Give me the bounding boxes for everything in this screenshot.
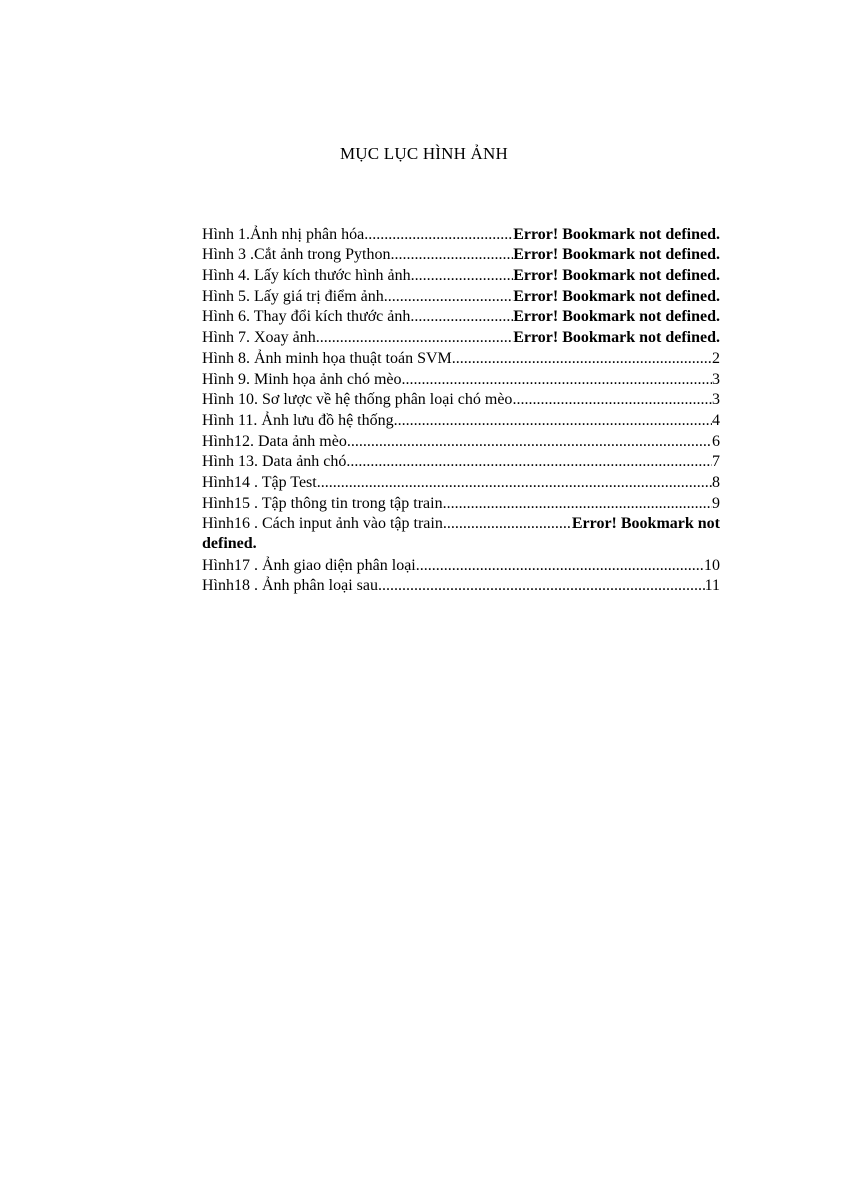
toc-title: MỤC LỤC HÌNH ẢNH <box>339 144 508 163</box>
toc-entry-page: 4 <box>712 411 720 429</box>
toc-entry-label: Hình 13. Data ảnh chó <box>202 453 347 471</box>
dot-leader <box>416 556 704 576</box>
dot-leader <box>402 370 712 390</box>
toc-entry[interactable] <box>202 286 720 307</box>
toc-entry-page: Error! Bookmark not defined. <box>513 267 720 285</box>
toc-entry-label: Hình 9. Minh họa ảnh chó mèo <box>202 370 402 388</box>
dot-leader <box>452 349 712 369</box>
dot-leader <box>394 411 712 431</box>
toc-entry[interactable] <box>202 410 720 431</box>
toc-entry-page: 3 <box>712 391 720 409</box>
toc-entry[interactable] <box>202 555 720 576</box>
toc-entry[interactable] <box>202 472 720 493</box>
toc-entry[interactable] <box>202 452 720 473</box>
dot-leader <box>316 328 513 348</box>
dot-leader <box>364 225 513 245</box>
toc-entry[interactable] <box>202 576 720 597</box>
toc-entry-page: Error! Bookmark not <box>571 515 720 533</box>
toc-entry-page: 8 <box>712 473 720 491</box>
dot-leader <box>411 266 514 286</box>
toc-entry-page: Error! Bookmark not defined. <box>513 246 720 264</box>
dot-leader <box>512 390 712 410</box>
toc-entry[interactable] <box>202 514 720 555</box>
toc-entry-label: Hình 7. Xoay ảnh <box>202 329 316 347</box>
toc-entry-page-continued: defined. <box>202 535 257 553</box>
toc-entry-page: 6 <box>712 432 720 450</box>
toc-entry-label: Hình 8. Ảnh minh họa thuật toán SVM <box>202 349 452 367</box>
toc-entry[interactable] <box>202 431 720 452</box>
dot-leader <box>390 245 513 265</box>
toc-entry-page: Error! Bookmark not defined. <box>513 308 720 326</box>
dot-leader <box>443 494 712 514</box>
toc-entry-label: Hình12. Data ảnh mèo <box>202 432 347 450</box>
toc-entry-page: Error! Bookmark not defined. <box>513 287 720 305</box>
toc-entry-label: Hình16 . Cách input ảnh vào tập train <box>202 515 443 533</box>
toc-entry[interactable] <box>202 369 720 390</box>
toc-entry-label: Hình 3 .Cắt ảnh trong Python <box>202 246 391 264</box>
toc-entry[interactable] <box>202 224 720 245</box>
toc-entry-page: 2 <box>712 349 720 367</box>
dot-leader <box>347 432 712 452</box>
toc-entry-label: Hình 5. Lấy giá trị điểm ảnh <box>202 287 384 305</box>
toc-entry[interactable] <box>202 245 720 266</box>
toc-entry[interactable] <box>202 265 720 286</box>
toc-entry[interactable] <box>202 493 720 514</box>
toc-entry-label: Hình 6. Thay đổi kích thước ảnh <box>202 308 411 326</box>
toc-entry-label: Hình14 . Tập Test <box>202 473 317 491</box>
toc-entry-label: Hình15 . Tập thông tin trong tập train <box>202 494 443 512</box>
toc-entry-label: Hình 1.Ảnh nhị phân hóa <box>202 225 365 243</box>
dot-leader <box>378 576 705 596</box>
dot-leader <box>317 473 712 493</box>
toc-entry-page: 10 <box>704 556 720 574</box>
toc-entry-label: Hình 11. Ảnh lưu đồ hệ thống <box>202 411 394 429</box>
toc-entry-label: Hình 4. Lấy kích thước hình ảnh <box>202 267 411 285</box>
dot-leader <box>384 287 513 307</box>
toc-entry[interactable] <box>202 307 720 328</box>
dot-leader <box>346 452 712 472</box>
toc-entry-page: 11 <box>704 577 720 595</box>
toc-entry-label: Hình18 . Ảnh phân loại sau <box>202 577 378 595</box>
toc-entry[interactable] <box>202 390 720 411</box>
dot-leader <box>410 307 513 327</box>
toc-entry-page: 3 <box>712 370 720 388</box>
toc-entry-page: 7 <box>712 453 720 471</box>
toc-entry[interactable] <box>202 327 720 348</box>
toc-entry-page: Error! Bookmark not defined. <box>513 329 720 347</box>
table-of-figures <box>202 224 720 596</box>
toc-entry-page: 9 <box>712 494 720 512</box>
dot-leader <box>443 514 572 534</box>
toc-entry[interactable] <box>202 348 720 369</box>
toc-entry-label: Hình17 . Ảnh giao diện phân loại <box>202 556 416 574</box>
toc-entry-label: Hình 10. Sơ lược về hệ thống phân loại chó mèo <box>202 391 513 409</box>
toc-entry-page: Error! Bookmark not defined. <box>513 225 720 243</box>
